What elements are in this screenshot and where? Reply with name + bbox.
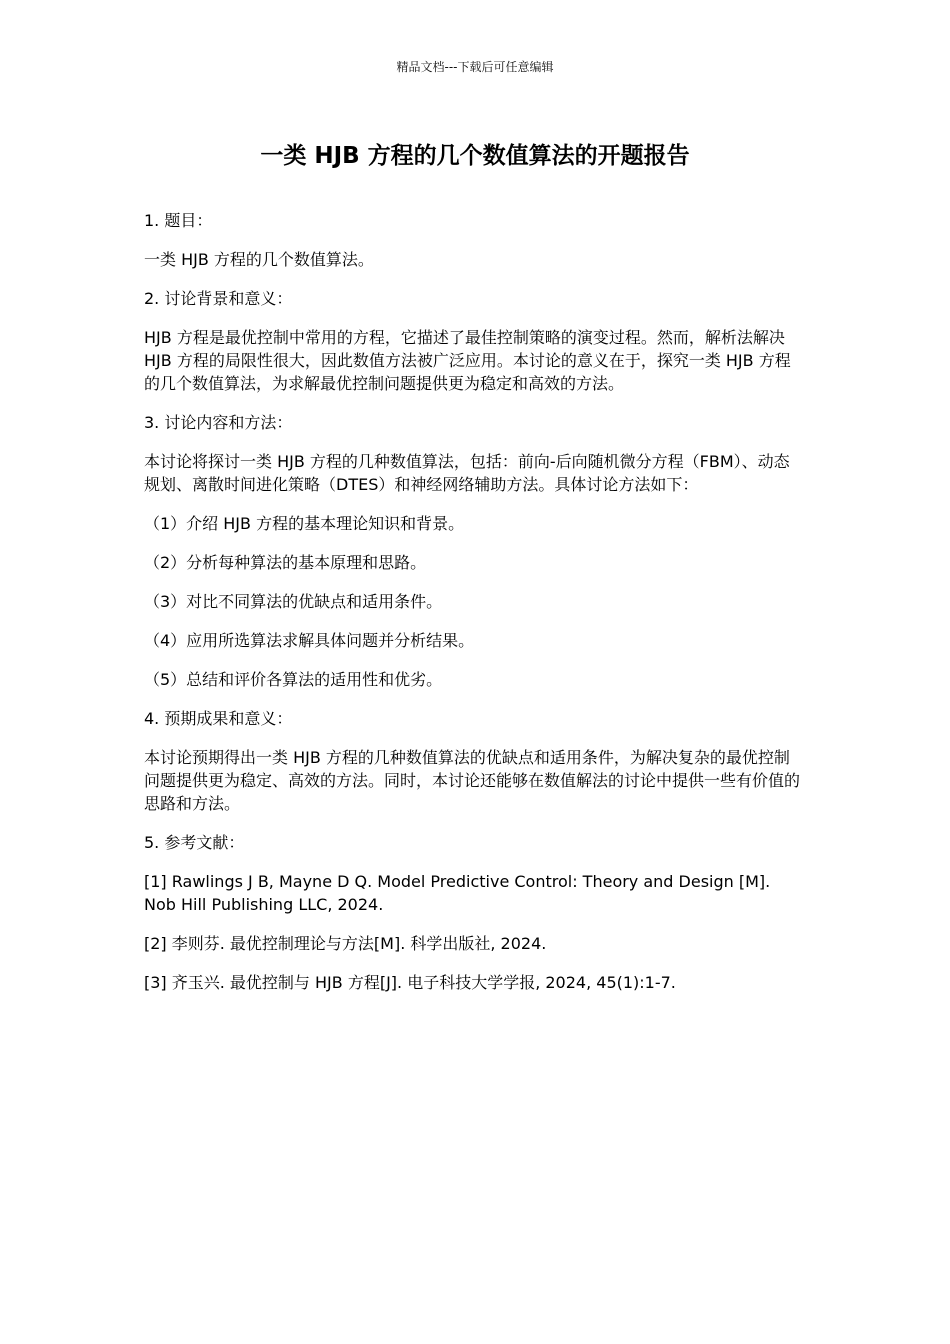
page-header: 精品文档---下载后可任意编辑 xyxy=(396,60,554,74)
section-4-text: 本讨论预期得出一类 HJB 方程的几种数值算法的优缺点和适用条件，为解决复杂的最优控制问题提供更为稳定、高效的方法。同时，本讨论还能够在数值解法的讨论中提供一些有价值的思路和方法。 xyxy=(144,748,801,813)
document-body xyxy=(144,209,800,1010)
section-1-heading: 1. 题目： xyxy=(144,211,213,230)
section-2-heading: 2. 讨论背景和意义： xyxy=(144,289,293,308)
section-3-text: 本讨论将探讨一类 HJB 方程的几种数值算法，包括：前向-后向随机微分方程（FBM）、动态规划、离散时间进化策略（DTES）和神经网络辅助方法。具体讨论方法如下： xyxy=(144,452,790,494)
method-item: （5）总结和评价各算法的适用性和优劣。 xyxy=(144,670,443,689)
section-2-text: HJB 方程是最优控制中常用的方程，它描述了最佳控制策略的演变过程。然而，解析法解决 HJB 方程的局限性很大，因此数值方法被广泛应用。本讨论的意义在于，探究一类 HJB 方程的几个数值算法，为求解最优控制问题提供更为稳定和高效的方法。 xyxy=(144,328,791,393)
document-title: 一类 HJB 方程的几个数值算法的开题报告 xyxy=(260,143,690,169)
method-item: （4）应用所选算法求解具体问题并分析结果。 xyxy=(144,631,475,650)
section-1-text: 一类 HJB 方程的几个数值算法。 xyxy=(144,250,374,269)
reference-item: [3] 齐玉兴. 最优控制与 HJB 方程[J]. 电子科技大学学报, 2024, 45(1):1-7. xyxy=(144,973,676,992)
reference-item: [2] 李则芬. 最优控制理论与方法[M]. 科学出版社, 2024. xyxy=(144,934,547,953)
method-item: （3）对比不同算法的优缺点和适用条件。 xyxy=(144,592,443,611)
section-5-heading: 5. 参考文献： xyxy=(144,833,245,852)
method-item: （2）分析每种算法的基本原理和思路。 xyxy=(144,553,427,572)
section-3-heading: 3. 讨论内容和方法： xyxy=(144,413,293,432)
reference-item: [1] Rawlings J B, Mayne D Q. Model Predictive Control: Theory and Design [M]. Nob Hill Publishing LLC, 2024. xyxy=(144,872,771,914)
method-item: （1）介绍 HJB 方程的基本理论知识和背景。 xyxy=(144,514,465,533)
section-4-heading: 4. 预期成果和意义： xyxy=(144,709,293,728)
